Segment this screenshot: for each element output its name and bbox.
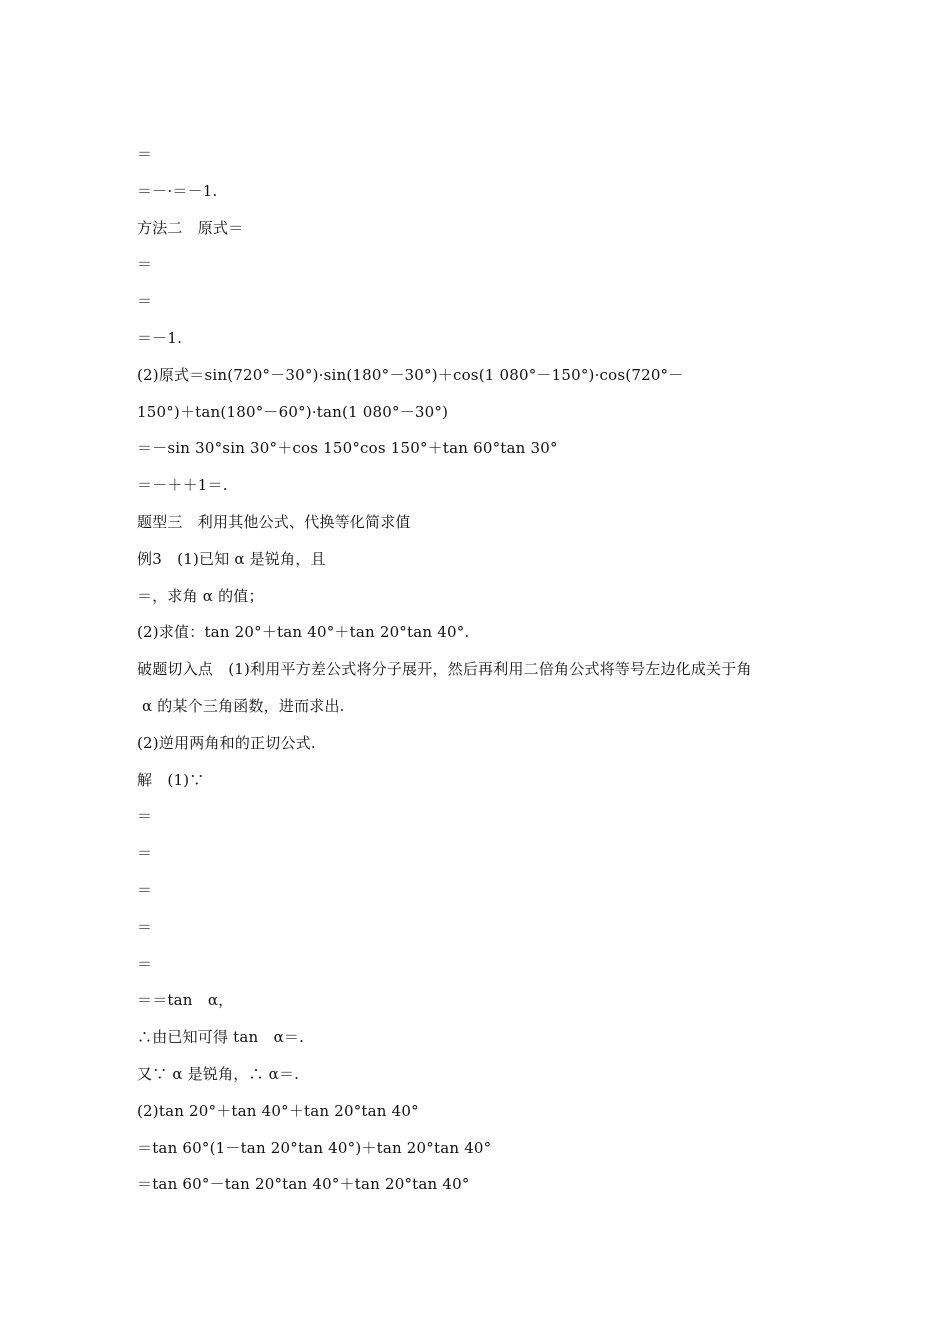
text-line: ＝ bbox=[137, 917, 153, 936]
text-line: ∴由已知可得 tan α＝. bbox=[137, 1028, 305, 1047]
text-line: ＝ bbox=[137, 844, 153, 863]
text-line: 又∵ α 是锐角，∴ α＝. bbox=[137, 1064, 300, 1083]
example-question: 例3 (1)已知 α 是锐角，且 bbox=[137, 549, 326, 568]
text-line: (2)求值：tan 20°＋tan 40°＋tan 20°tan 40°. bbox=[137, 623, 470, 642]
text-line: 方法二 原式＝ bbox=[137, 218, 244, 237]
text-line: ＝－sin 30°sin 30°＋cos 150°cos 150°＋tan 60°tan 30° bbox=[137, 439, 558, 458]
section-heading: 题型三 利用其他公式、代换等化简求值 bbox=[137, 512, 411, 531]
hint-paragraph: 破题切入点 (1)利用平方差公式将分子展开，然后再利用二倍角公式将等号左边化成关于角 bbox=[137, 660, 752, 679]
text-line: ＝tan 60°－tan 20°tan 40°＋tan 20°tan 40° bbox=[137, 1175, 470, 1194]
text-line: 150°)＋tan(180°－60°)·tan(1 080°－30°) bbox=[137, 402, 449, 421]
text-line: ＝ bbox=[137, 255, 153, 274]
solution-start: 解 (1)∵ bbox=[137, 770, 205, 789]
text-line: ＝，求角 α 的值； bbox=[137, 586, 264, 605]
text-line: ＝ bbox=[137, 880, 153, 899]
text-line: ＝ bbox=[137, 807, 153, 826]
text-line: (2)逆用两角和的正切公式. bbox=[137, 733, 316, 752]
text-line: ＝tan 60°(1－tan 20°tan 40°)＋tan 20°tan 40° bbox=[137, 1138, 492, 1157]
text-line: ＝＝tan α， bbox=[137, 991, 234, 1010]
text-line: ＝－·＝－1. bbox=[137, 181, 218, 200]
text-line: ＝－1. bbox=[137, 328, 183, 347]
text-line: ＝ bbox=[137, 292, 153, 311]
text-line: ＝ bbox=[137, 145, 153, 163]
text-line: (2)tan 20°＋tan 40°＋tan 20°tan 40° bbox=[137, 1101, 419, 1120]
text-line: (2)原式＝sin(720°－30°)·sin(180°－30°)＋cos(1 080°－150°)·cos(720°－ bbox=[137, 365, 684, 384]
text-line: α 的某个三角函数，进而求出. bbox=[137, 696, 345, 715]
text-line: ＝ bbox=[137, 954, 153, 973]
text-line: ＝－＋＋1＝. bbox=[137, 476, 228, 495]
solution-text bbox=[137, 136, 827, 1203]
